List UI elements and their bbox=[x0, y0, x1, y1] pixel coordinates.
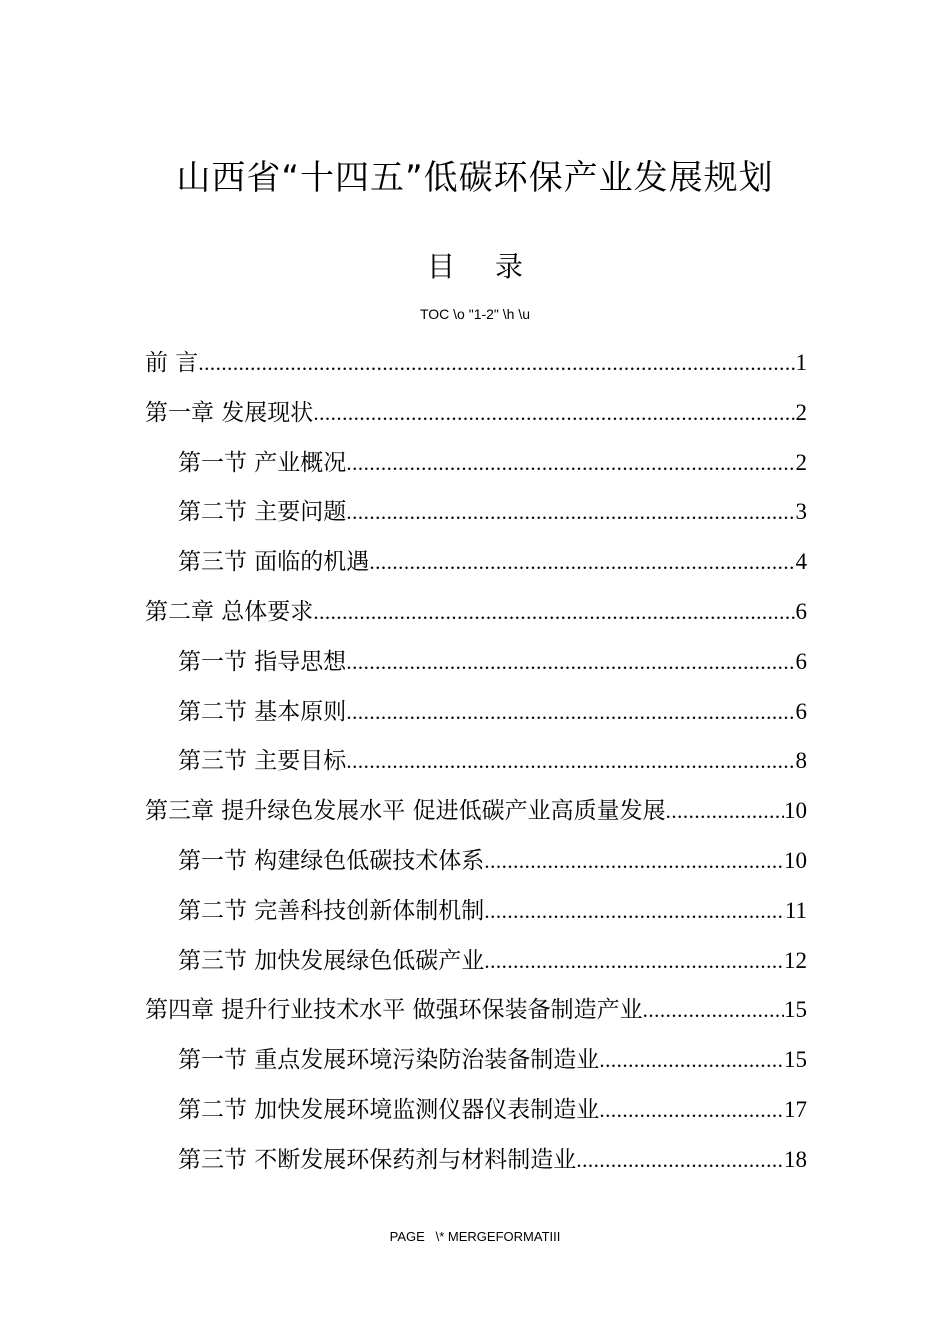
toc-section-entry[interactable] bbox=[145, 487, 807, 537]
toc-page-number: 6 bbox=[795, 648, 807, 674]
toc-page-number: 1 bbox=[795, 350, 807, 375]
toc-page-number: 11 bbox=[784, 897, 807, 923]
toc-dot-leader bbox=[346, 439, 795, 489]
toc-page-number: 2 bbox=[795, 399, 807, 425]
toc-section-entry[interactable] bbox=[145, 1135, 807, 1185]
toc-entry-label: 第二节 加快发展环境监测仪器仪表制造业 bbox=[178, 1096, 600, 1123]
toc-entry-label: 第二节 完善科技创新体制机制 bbox=[178, 897, 485, 924]
toc-page-number: 12 bbox=[784, 947, 807, 973]
toc-dot-leader bbox=[599, 1036, 784, 1086]
toc-dot-leader bbox=[313, 588, 795, 638]
toc-dot-leader bbox=[369, 538, 795, 588]
toc-page-number: 18 bbox=[784, 1146, 807, 1172]
toc-entry-label: 第一节 指导思想 bbox=[178, 648, 347, 675]
toc-page-number: 15 bbox=[784, 1047, 807, 1073]
toc-dot-leader bbox=[666, 787, 784, 837]
toc-entry-label: 第一节 构建绿色低碳技术体系 bbox=[178, 847, 485, 874]
toc-entry-label: 前 言 bbox=[145, 350, 199, 376]
toc-page-number: 15 bbox=[784, 997, 807, 1023]
toc-dot-leader bbox=[484, 937, 784, 987]
toc-dot-leader bbox=[576, 1136, 784, 1186]
toc-field-code: TOC \o "1-2" \h \u bbox=[419, 306, 531, 322]
table-of-contents bbox=[145, 338, 807, 1185]
toc-entry-label: 第三节 面临的机遇 bbox=[178, 549, 370, 576]
toc-entry-label: 第四章 提升行业技术水平 做强环保装备制造产业 bbox=[145, 997, 643, 1024]
toc-entry-label: 第一节 产业概况 bbox=[178, 449, 347, 476]
toc-chapter-entry[interactable] bbox=[145, 985, 807, 1035]
toc-dot-leader bbox=[346, 638, 795, 688]
toc-dot-leader bbox=[198, 339, 795, 389]
toc-dot-leader bbox=[484, 887, 785, 937]
toc-page-number: 8 bbox=[795, 748, 807, 774]
toc-section-entry[interactable] bbox=[145, 687, 807, 737]
toc-entry-label: 第二节 主要问题 bbox=[178, 499, 347, 526]
toc-entry-label: 第二节 基本原则 bbox=[178, 698, 347, 725]
toc-dot-leader bbox=[484, 837, 784, 887]
document-title: 山西省“十四五”低碳环保产业发展规划 bbox=[176, 158, 774, 198]
toc-page-number: 17 bbox=[784, 1096, 807, 1122]
toc-section-entry[interactable] bbox=[145, 438, 807, 488]
toc-page-number: 6 bbox=[795, 598, 807, 624]
page-footer-field-code: PAGE \* MERGEFORMATIII bbox=[389, 1229, 561, 1244]
toc-page-number: 2 bbox=[795, 449, 807, 475]
toc-page-number: 6 bbox=[795, 698, 807, 724]
toc-chapter-entry[interactable] bbox=[145, 587, 807, 637]
toc-dot-leader bbox=[346, 688, 795, 738]
toc-entry-label: 第三节 加快发展绿色低碳产业 bbox=[178, 947, 485, 974]
toc-chapter-entry[interactable] bbox=[145, 388, 807, 438]
toc-entry-label: 第三节 主要目标 bbox=[178, 748, 347, 775]
toc-section-entry[interactable] bbox=[145, 637, 807, 687]
toc-dot-leader bbox=[346, 737, 795, 787]
toc-section-entry[interactable] bbox=[145, 736, 807, 786]
toc-section-entry[interactable] bbox=[145, 1035, 807, 1085]
toc-dot-leader bbox=[643, 986, 784, 1036]
toc-section-entry[interactable] bbox=[145, 537, 807, 587]
toc-section-entry[interactable] bbox=[145, 836, 807, 886]
toc-section-entry[interactable] bbox=[145, 886, 807, 936]
toc-heading: 目录 bbox=[426, 250, 563, 283]
toc-page-number: 4 bbox=[795, 549, 807, 575]
toc-entry-label: 第二章 总体要求 bbox=[145, 598, 314, 625]
toc-entry-label: 第三节 不断发展环保药剂与材料制造业 bbox=[178, 1146, 577, 1173]
toc-page-number: 10 bbox=[784, 798, 807, 824]
toc-section-entry[interactable] bbox=[145, 1085, 807, 1135]
toc-chapter-entry[interactable] bbox=[145, 786, 807, 836]
toc-section-entry[interactable] bbox=[145, 936, 807, 986]
toc-page-number: 10 bbox=[784, 847, 807, 873]
toc-dot-leader bbox=[346, 488, 795, 538]
toc-dot-leader bbox=[599, 1086, 784, 1136]
toc-entry-label: 第一章 发展现状 bbox=[145, 399, 314, 426]
toc-dot-leader bbox=[313, 389, 795, 439]
toc-chapter-entry[interactable] bbox=[145, 338, 807, 388]
toc-entry-label: 第三章 提升绿色发展水平 促进低碳产业高质量发展 bbox=[145, 798, 666, 825]
toc-page-number: 3 bbox=[795, 499, 807, 525]
toc-entry-label: 第一节 重点发展环境污染防治装备制造业 bbox=[178, 1047, 600, 1074]
